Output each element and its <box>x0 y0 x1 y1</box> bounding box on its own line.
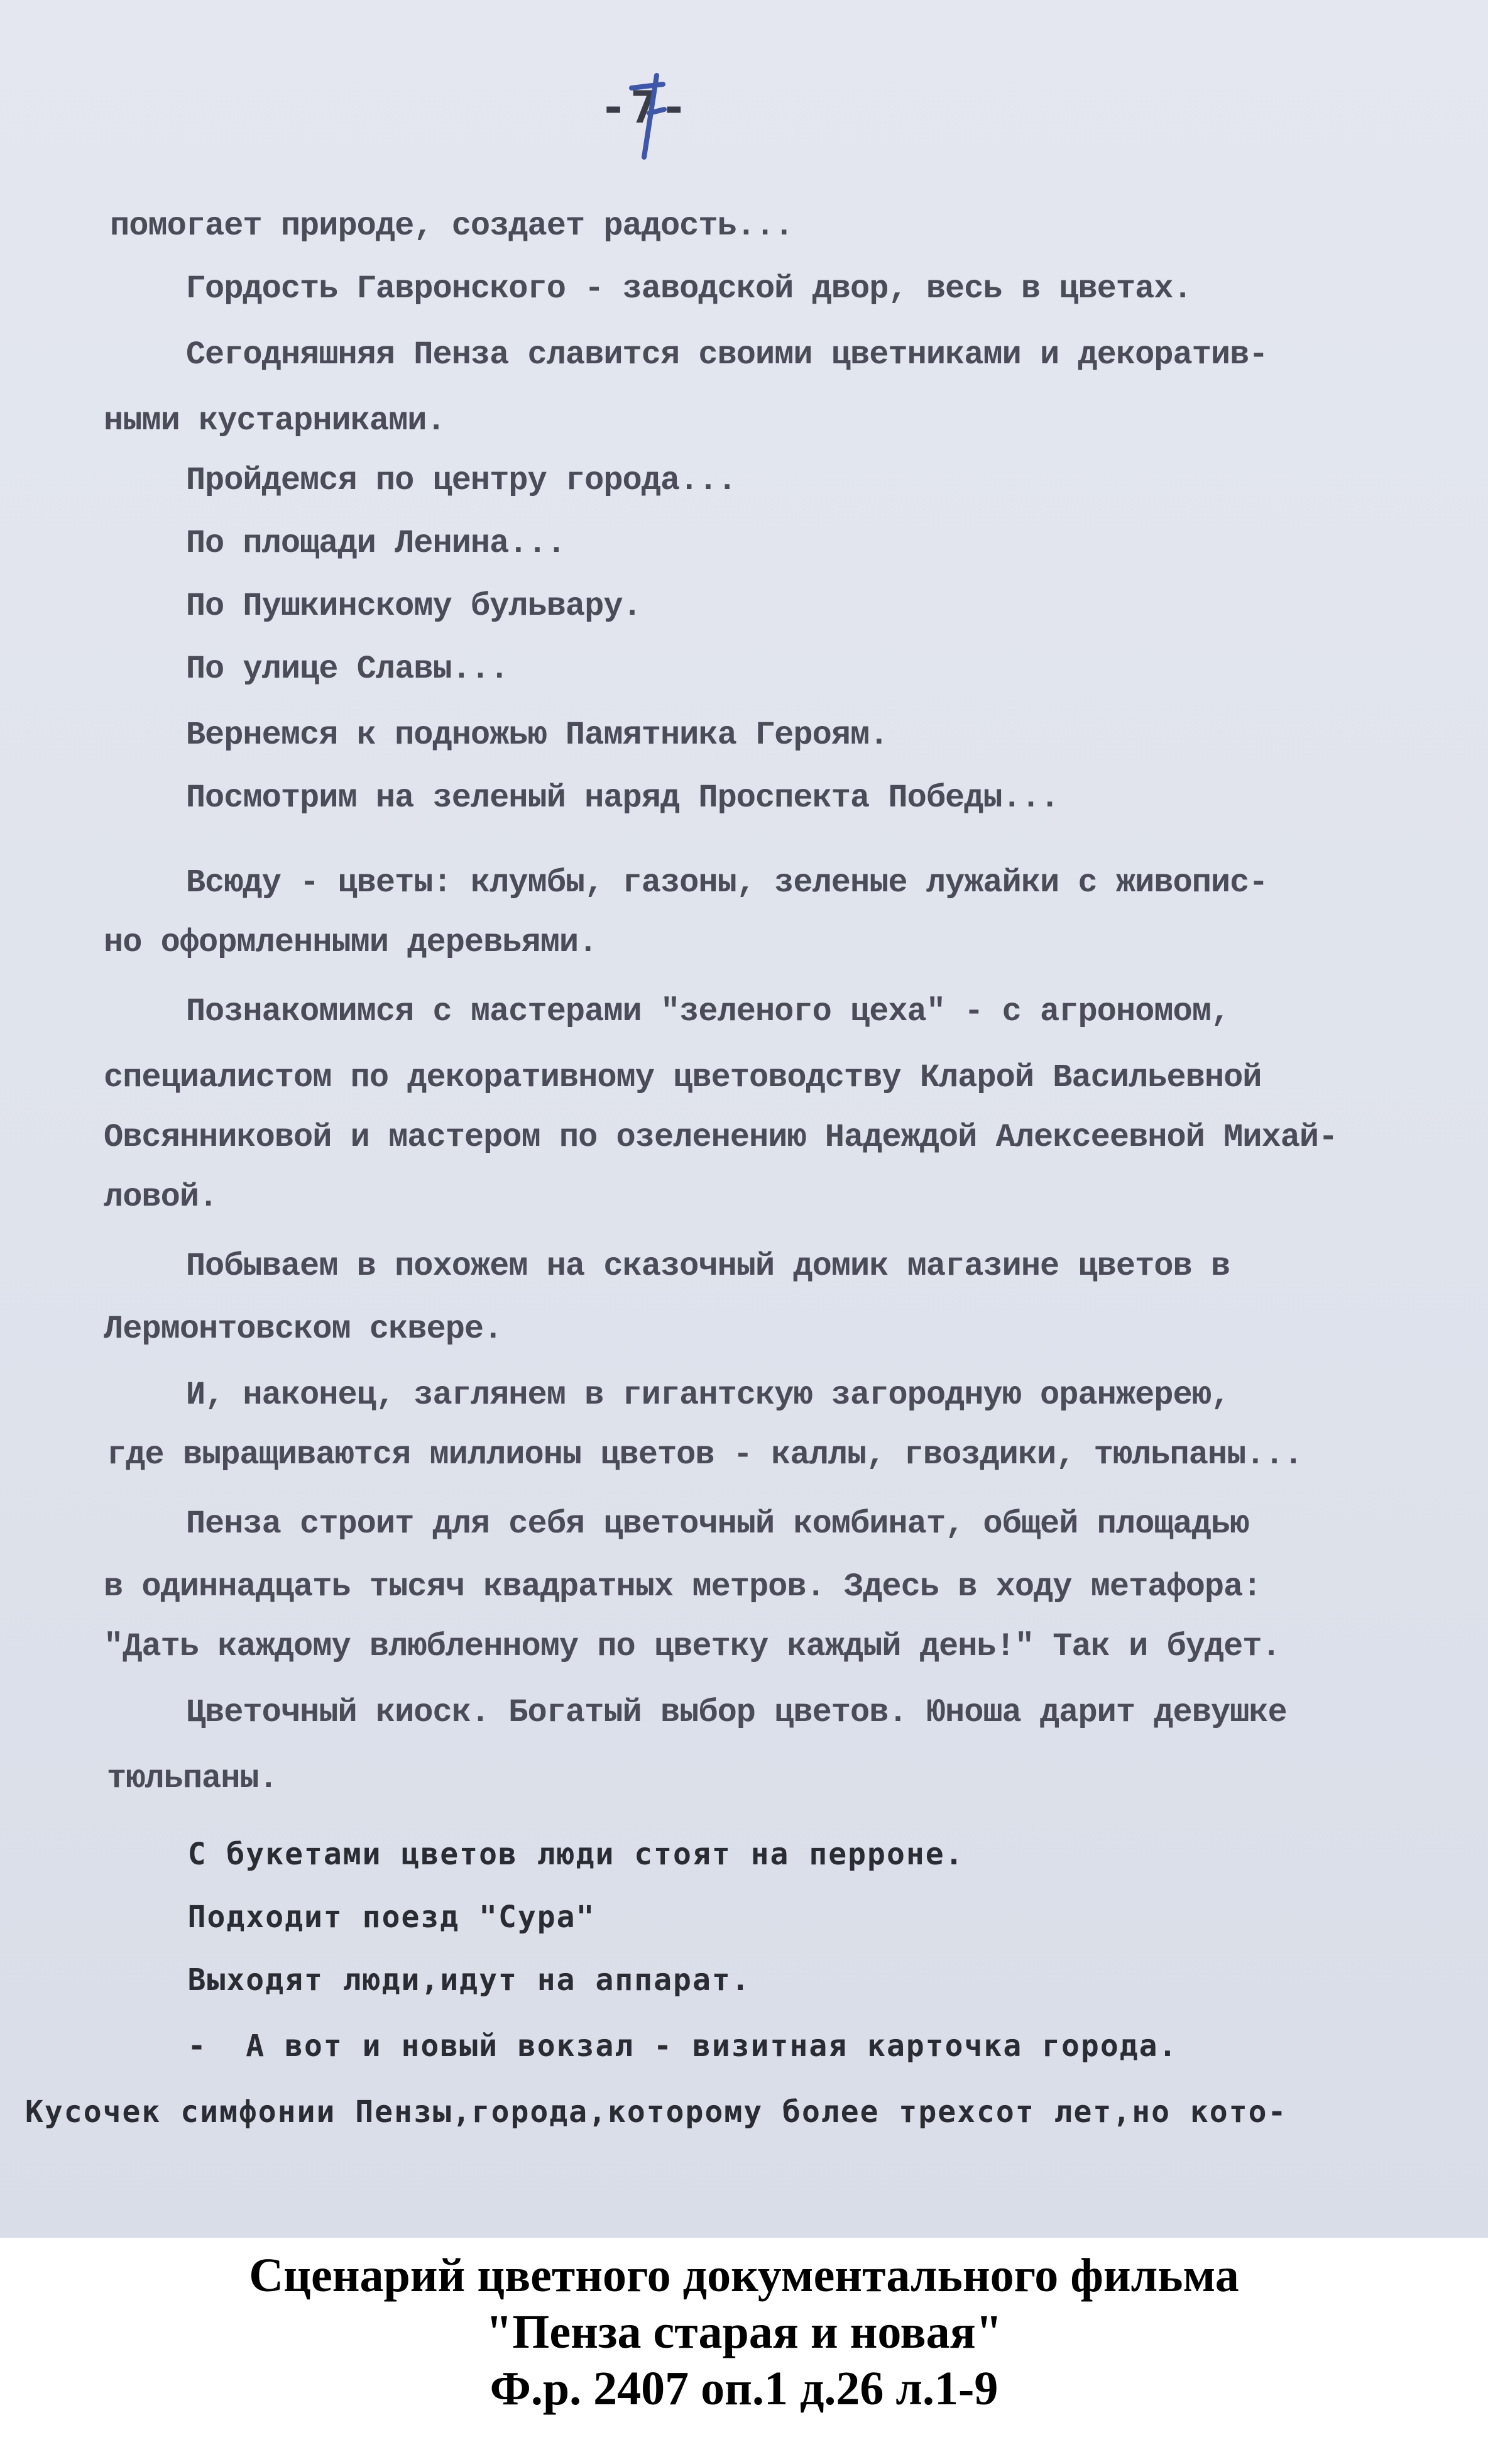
caption-line-archive-ref: Ф.р. 2407 оп.1 д.26 л.1-9 <box>490 2362 998 2415</box>
text-line: Гордость Гавронского - заводской двор, весь в цветах. <box>110 270 1192 307</box>
text-line: тюльпаны. <box>107 1760 278 1797</box>
text-line: Кусочек симфонии Пензы,города,которому более трехсот лет,но кото- <box>25 2094 1288 2130</box>
text-line: - А вот и новый вокзал - визитная карточка города. <box>110 2028 1178 2064</box>
text-line: По улице Славы... <box>110 651 509 688</box>
text-line: Всюду - цветы: клумбы, газоны, зеленые лужайки с живопис- <box>110 864 1268 901</box>
text-line: И, наконец, заглянем в гигантскую загородную оранжерею, <box>110 1377 1230 1414</box>
caption-line-film-name: "Пенза старая и новая" <box>486 2306 1002 2358</box>
text-line: Овсянниковой и мастером по озеленению Надеждой Алексеевной Михай- <box>104 1119 1338 1156</box>
archive-caption <box>0 2247 1488 2417</box>
text-line: Сегодняшняя Пенза славится своими цветниками и декоратив- <box>110 336 1268 373</box>
handwritten-page-mark <box>619 69 676 163</box>
text-line: Цветочный киоск. Богатый выбор цветов. Юноша дарит девушке <box>110 1694 1287 1731</box>
text-line: С букетами цветов люди стоят на перроне. <box>110 1837 965 1872</box>
page-number: -7- <box>600 82 691 133</box>
caption-line-title: Сценарий цветного документального фильма <box>249 2249 1239 2302</box>
text-line: Пенза строит для себя цветочный комбинат, общей площадью <box>110 1505 1249 1543</box>
text-line: Выходят люди,идут на аппарат. <box>110 1962 751 1998</box>
text-line: Посмотрим на зеленый наряд Проспекта Победы... <box>110 779 1059 817</box>
text-line: в одиннадцать тысяч квадратных метров. Здесь в ходу метафора: <box>104 1568 1262 1605</box>
text-line: Лермонтовском сквере. <box>104 1311 503 1348</box>
text-line: Побываем в похожем на сказочный домик магазине цветов в <box>110 1248 1230 1285</box>
text-line: специалистом по декоративному цветоводству Кларой Васильевной <box>104 1059 1262 1096</box>
text-line: По Пушкинскому бульвару. <box>110 588 642 625</box>
text-line: где выращиваются миллионы цветов - каллы, гвоздики, тюльпаны... <box>107 1436 1303 1473</box>
text-line: но оформленными деревьями. <box>104 924 598 961</box>
text-line: Вернемся к подножью Памятника Героям. <box>110 717 889 754</box>
text-line: ловой. <box>104 1179 218 1216</box>
text-line: помогает природе, создает радость... <box>110 207 794 245</box>
text-line: По площади Ленина... <box>110 525 566 562</box>
text-line: Подходит поезд "Сура" <box>110 1900 596 1935</box>
text-line: "Дать каждому влюбленному по цветку каждый день!" Так и будет. <box>104 1628 1281 1665</box>
text-line: Познакомимся с мастерами "зеленого цеха" - с агрономом, <box>110 993 1230 1030</box>
text-line: ными кустарниками. <box>104 402 446 439</box>
text-line: Пройдемся по центру города... <box>110 462 736 499</box>
